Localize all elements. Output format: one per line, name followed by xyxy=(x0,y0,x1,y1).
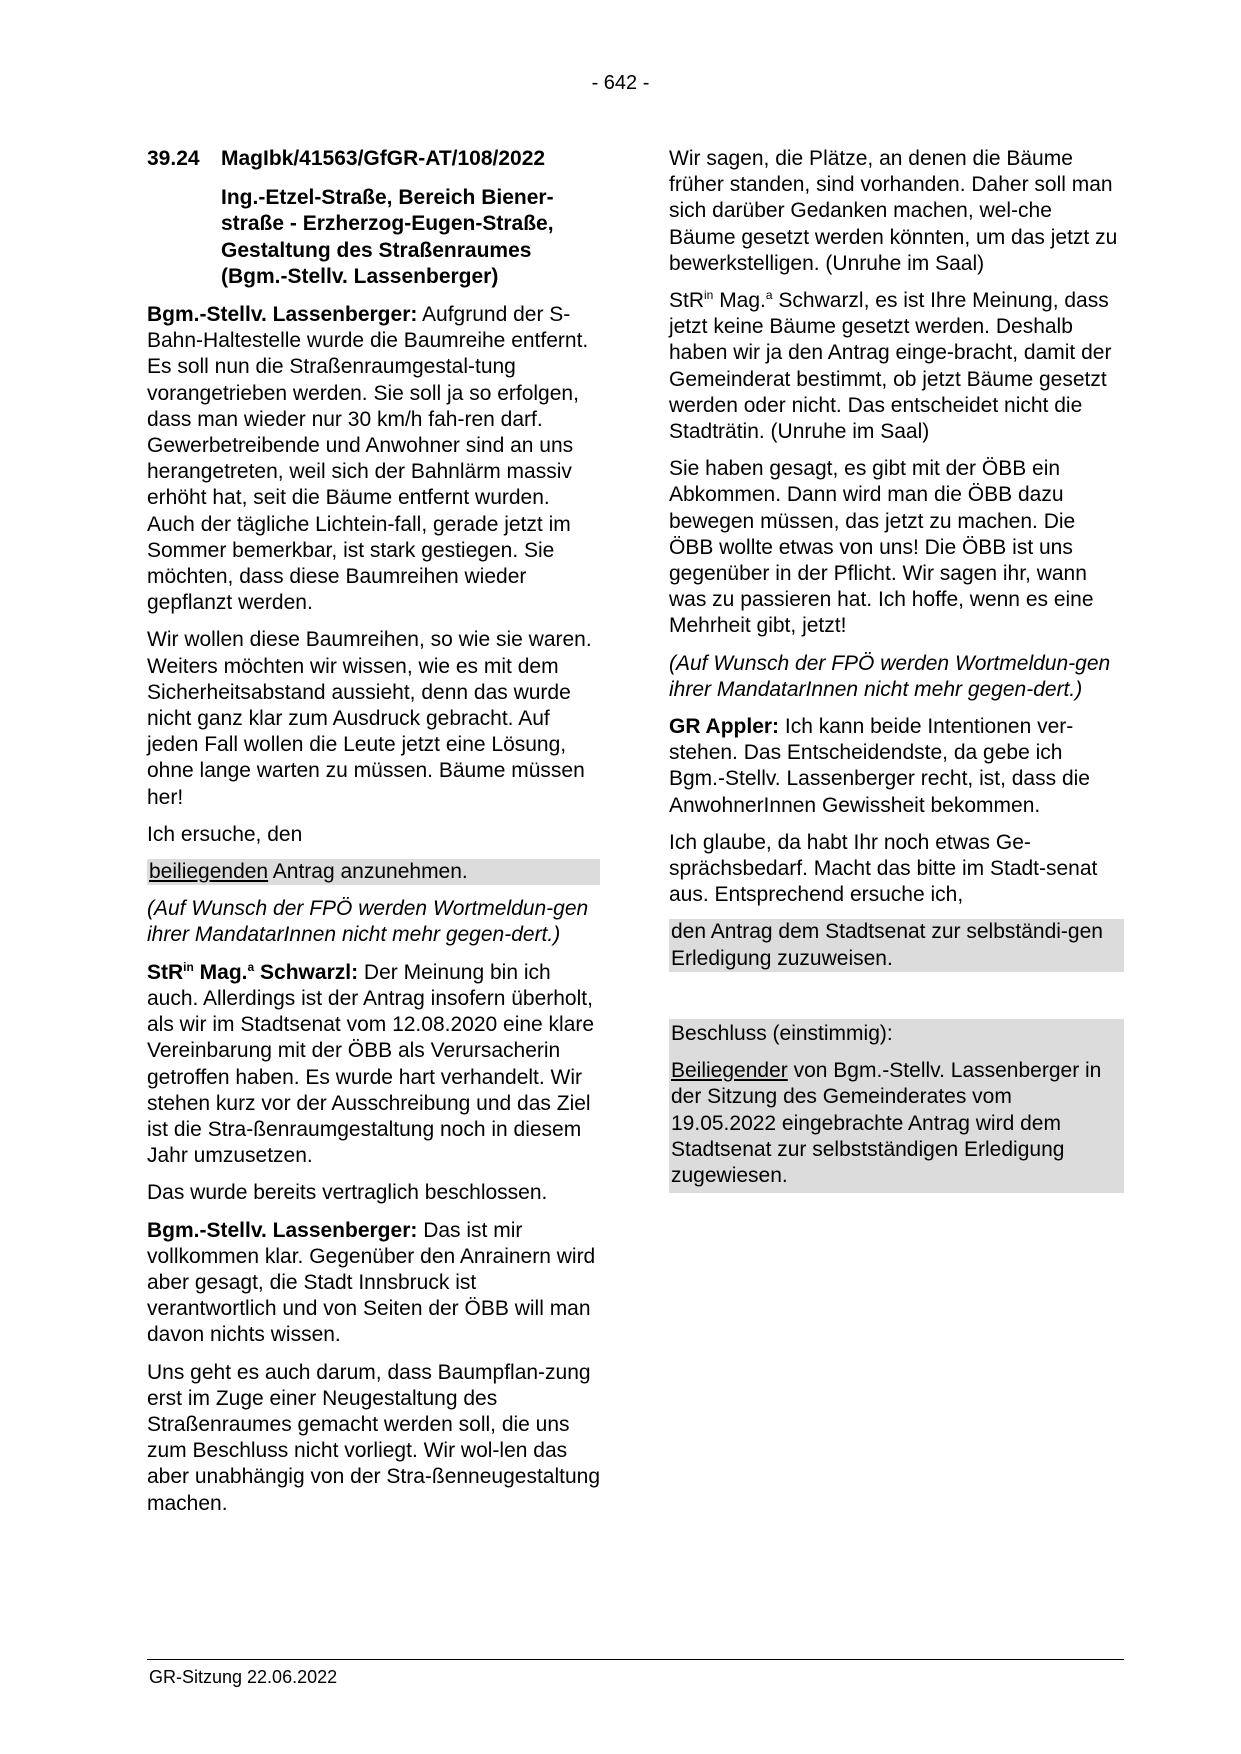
paragraph-text: Schwarzl, es ist Ihre Meinung, dass jetzt keine Bäume gesetzt werden. Deshalb haben wir ja den Antrag einge-bracht, damit der Gemeinderat bestimmt, ob jetzt Bäume gesetzt werden oder nicht. Das entscheidet nicht die Stadträtin. (Unruhe im Saal) xyxy=(669,289,1112,444)
paragraph-text: Aufgrund der S-Bahn-Haltestelle wurde die Baumreihe entfernt. Es soll nun die Straßenraumgestal-tung vorangetrieben werden. Sie soll ja so erfolgen, dass man wieder nur 30 km/h fah-ren darf. Gewerbetreibende und Anwohner sind an uns herangetreten, weil sich der Bahnlärm massiv erhöht hat, seit die Bäume entfernt wurden. Auch der tägliche Lichtein-fall, gerade jetzt im Sommer bemerkbar, ist stark gestiegen. Sie möchten, dass diese Baumreihen wieder gepflanzt werden. xyxy=(147,303,589,615)
speaker-name: Bgm.-Stellv. Lassenberger: xyxy=(147,303,418,327)
fpo-note: (Auf Wunsch der FPÖ werden Wortmeldun-gen ihrer MandatarInnen nicht mehr gegen-dert.) xyxy=(669,651,1111,701)
item-title-line: (Bgm.-Stellv. Lassenberger) xyxy=(221,264,499,288)
item-title xyxy=(147,185,600,290)
speaker-sup: in xyxy=(704,288,714,303)
paragraph xyxy=(669,288,1124,445)
left-column xyxy=(147,146,600,1528)
item-number: 39.24 xyxy=(147,147,200,170)
speaker-sup: a xyxy=(247,959,255,974)
speaker-part: Mag. xyxy=(193,960,248,984)
paragraph xyxy=(147,1218,600,1349)
paragraph xyxy=(147,302,600,616)
motion-text: den Antrag dem Stadtsenat zur selbständi-gen Erledigung zuzuweisen. xyxy=(669,919,1124,971)
motion-rest: Antrag anzunehmen. xyxy=(268,860,468,884)
speaker-name xyxy=(147,961,358,984)
resolution-text xyxy=(671,1058,1122,1193)
item-title-line: Gestaltung des Straßenraumes xyxy=(221,238,532,262)
speaker-name: GR Appler: xyxy=(669,715,780,739)
speaker-name: Bgm.-Stellv. Lassenberger: xyxy=(147,1218,418,1242)
item-title-line: Ing.-Etzel-Straße, Bereich Biener- xyxy=(221,186,554,210)
resolution-label: Beschluss (einstimmig): xyxy=(671,1021,893,1045)
paragraph-text: Ich kann beide Intentionen ver-stehen. Das Entscheidendste, da gebe ich Bgm.-Stellv. Lassenberger recht, ist, dass die AnwohnerInnen Gewissheit bekommen. xyxy=(669,715,1090,817)
motion-text xyxy=(147,859,600,885)
speaker-part: Mag. xyxy=(713,289,766,313)
paragraph-text: Der Meinung bin ich auch. Allerdings ist der Antrag insofern überholt, als wir im Stadtsenat vom 12.08.2020 eine klare Vereinbarung mit der ÖBB als Verursacherin getroffen haben. Es wurde hart verhandelt. Wir stehen kurz vor der Ausschreibung und das Ziel ist die Stra-ßenraumgestaltung noch in diesem Jahr umzusetzen. xyxy=(147,960,595,1168)
paragraph: Uns geht es auch darum, dass Baumpflan-zung erst im Zuge einer Neugestaltung des Straßenraumes gemacht werden soll, die uns zum Beschluss nicht vorliegt. Wir wol-len das aber unabhängig von der Stra-ßenneugestaltung machen. xyxy=(147,1360,600,1515)
spacer xyxy=(669,983,1124,1019)
speaker-sup: in xyxy=(183,959,194,974)
fpo-note: (Auf Wunsch der FPÖ werden Wortmeldun-gen ihrer MandatarInnen nicht mehr gegen-dert.) xyxy=(147,897,589,947)
paragraph-text: Das ist mir vollkommen klar. Gegenüber den Anrainern wird aber gesagt, die Stadt Innsbruck ist verantwortlich und von Seiten der ÖBB will man davon nichts wissen. xyxy=(147,1218,596,1347)
paragraph: Wir sagen, die Plätze, an denen die Bäume früher standen, sind vorhanden. Daher soll man sich darüber Gedanken machen, wel-che Bäume gesetzt werden könnten, um das jetzt zu bewerkstelligen. (Unruhe im Saal) xyxy=(669,147,1118,275)
paragraph: Das wurde bereits vertraglich beschlossen. xyxy=(147,1181,548,1205)
right-column xyxy=(669,146,1124,1193)
resolution-rest: von Bgm.-Stellv. Lassenberger in der Sitzung des Gemeinderates vom 19.05.2022 eingebrachte Antrag wird dem Stadtsenat zur selbstständigen Erledigung zugewiesen. xyxy=(671,1059,1102,1187)
footer-text: GR-Sitzung 22.06.2022 xyxy=(149,1667,338,1687)
paragraph: Ich ersuche, den xyxy=(147,822,303,846)
speaker-part: StR xyxy=(669,289,705,313)
motion-underlined: beiliegenden xyxy=(149,860,269,884)
paragraph: Wir wollen diese Baumreihen, so wie sie waren. Weiters möchten wir wissen, wie es mit dem Sicherheitsabstand aussieht, denn das wurde nicht ganz klar zum Ausdruck gebracht. Auf jeden Fall wollen die Leute jetzt eine Lösung, ohne lange warten zu müssen. Bäume müssen her! xyxy=(147,628,592,809)
speaker-part: Schwarzl: xyxy=(254,960,359,984)
item-title-line: straße - Erzherzog-Eugen-Straße, xyxy=(221,212,554,236)
paragraph xyxy=(669,714,1124,819)
speaker-part: StR xyxy=(147,960,184,984)
footer-divider xyxy=(147,1659,1124,1660)
resolution-underlined: Beiliegender xyxy=(671,1059,788,1083)
item-heading xyxy=(147,146,600,172)
page-number: - 642 - xyxy=(591,72,650,94)
resolution-box xyxy=(669,1019,1124,1193)
item-code: MagIbk/41563/GfGR-AT/108/2022 xyxy=(221,147,546,170)
paragraph: Ich glaube, da habt Ihr noch etwas Ge-sprächsbedarf. Macht das bitte im Stadt-senat aus. Entsprechend ersuche ich, xyxy=(669,830,1098,907)
paragraph xyxy=(147,960,600,1170)
speaker-sup: a xyxy=(765,288,773,303)
paragraph: Sie haben gesagt, es gibt mit der ÖBB ein Abkommen. Dann wird man die ÖBB dazu bewegen müssen, das jetzt zu machen. Die ÖBB wollte etwas von uns! Die ÖBB ist uns gegenüber in der Pflicht. Wir sagen ihr, wann was zu passieren hat. Ich hoffe, wenn es eine Mehrheit gibt, jetzt! xyxy=(669,457,1094,638)
